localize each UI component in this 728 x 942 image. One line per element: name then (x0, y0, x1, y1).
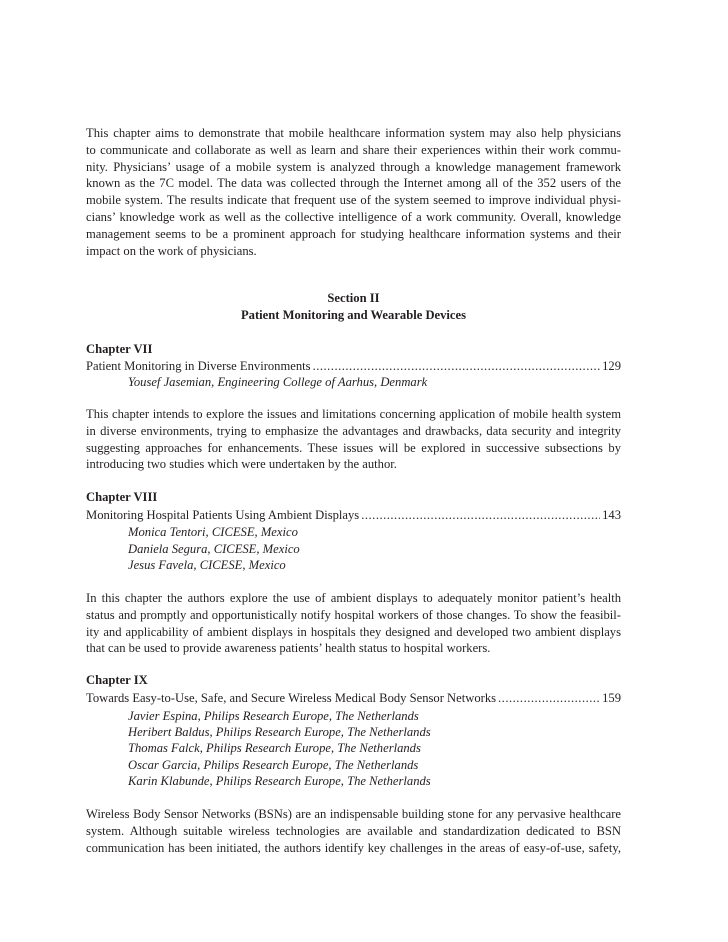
text-line: impact on the work of physicians. (86, 243, 257, 258)
page-number: 129 (602, 359, 621, 373)
text-line: In this chapter the authors explore the use of ambient displays to adequately monitor patient’s health (86, 591, 621, 605)
text-line: Wireless Body Sensor Networks (BSNs) are an indispensable building stone for any pervasive healthcare (86, 807, 621, 821)
text-line: mobile system. The results indicate that frequent use of the system seemed to improve individual physi- (86, 193, 621, 208)
section-title: Patient Monitoring and Wearable Devices (240, 308, 467, 322)
text-line: in diverse environments, trying to emphasize the advantages and drawbacks, data security and integrity (86, 423, 621, 438)
page-number: 159 (602, 691, 621, 705)
author-line: Jesus Favela, CICESE, Mexico (128, 558, 286, 572)
text-line: communication has been initiated, the authors identify key challenges in the areas of easy-of-use, safety, (86, 840, 621, 855)
chapter-abstract (86, 806, 621, 856)
chapter-abstract (86, 590, 621, 657)
text-line: management seems to be a prominent approach for studying healthcare information systems and their (86, 226, 621, 241)
text-line: system. Although suitable wireless technologies are available and standardization dedicated to BSN (86, 823, 621, 838)
section-label: Section II (327, 291, 380, 305)
text-line: ity and applicability of ambient displays in hospitals they designed and developed two ambient displays (86, 624, 621, 639)
chapter-title: Towards Easy-to-Use, Safe, and Secure Wireless Medical Body Sensor Networks (86, 691, 497, 705)
author-line: Heribert Baldus, Philips Research Europe, The Netherlands (128, 725, 431, 739)
dot-leader (498, 690, 600, 707)
text-line: to communicate and collaborate as well as learn and share their experiences within their work commu- (86, 142, 621, 157)
author-line: Monica Tentori, CICESE, Mexico (128, 525, 298, 539)
author-line: Yousef Jasemian, Engineering College of Aarhus, Denmark (128, 375, 428, 389)
chapter-label: Chapter VIII (86, 490, 158, 504)
intro-paragraph (86, 125, 621, 259)
text-line: cians’ knowledge work as well as the collective intelligence of a work community. Overall, knowledge (86, 209, 621, 224)
author-line: Oscar Garcia, Philips Research Europe, The Netherlands (128, 758, 419, 772)
toc-entry (86, 690, 621, 707)
chapter-label: Chapter VII (86, 342, 153, 356)
text-line: status and promptly and opportunistically notify hospital workers of those changes. To show the feasibil- (86, 607, 621, 622)
chapter-title: Monitoring Hospital Patients Using Ambient Displays (86, 508, 360, 522)
chapter-abstract (86, 406, 621, 473)
text-line: known as the 7C model. The data was collected through the Internet among all of the 352 users of the (86, 176, 621, 191)
text-line: This chapter aims to demonstrate that mobile healthcare information system may also help physicians (86, 126, 621, 140)
text-line: nity. Physicians’ usage of a mobile system is analyzed through a knowledge management framework (86, 159, 621, 174)
text-line: that can be used to provide awareness patients’ health status to hospital workers. (86, 641, 491, 656)
toc-entry (86, 358, 621, 375)
chapter-label: Chapter IX (86, 673, 148, 687)
text-line: suggesting approaches for enhancements. These issues will be explored in successive subsections by (86, 440, 621, 455)
author-line: Daniela Segura, CICESE, Mexico (128, 542, 300, 556)
author-line: Karin Klabunde, Philips Research Europe, The Netherlands (128, 774, 431, 788)
dot-leader (313, 358, 601, 375)
chapter-title: Patient Monitoring in Diverse Environments (86, 359, 311, 373)
page-number: 143 (602, 508, 621, 522)
author-line: Thomas Falck, Philips Research Europe, The Netherlands (128, 741, 421, 755)
dot-leader (361, 507, 600, 524)
author-line: Javier Espina, Philips Research Europe, The Netherlands (128, 709, 419, 723)
text-line: introducing two studies which were undertaken by the author. (86, 457, 397, 472)
toc-entry (86, 507, 621, 524)
text-line: This chapter intends to explore the issues and limitations concerning application of mobile health system (86, 407, 621, 421)
